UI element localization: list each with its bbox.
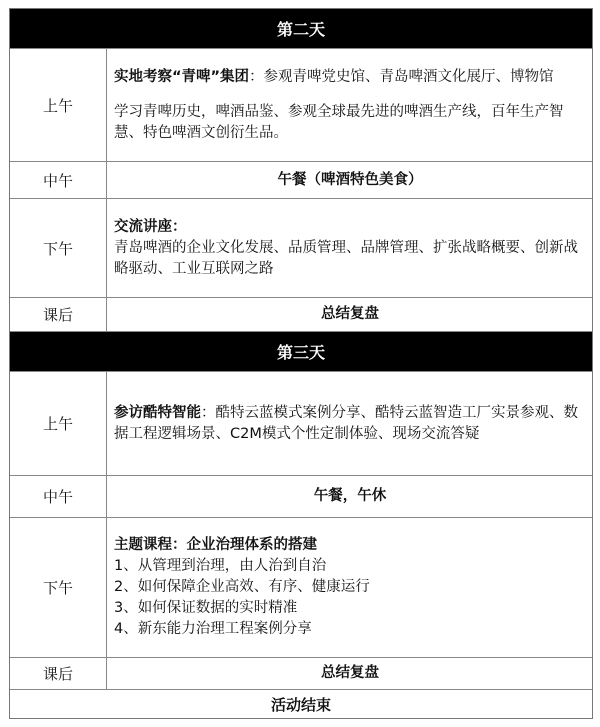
day3-after-text: 总结复盘 xyxy=(321,665,379,681)
day2-morning-label: 上午 xyxy=(10,49,107,161)
day2-morning-body: 学习青啤历史，啤酒品鉴、参观全球最先进的啤酒生产线，百年生产智慧、特色啤酒文创衍生品。 xyxy=(114,103,564,141)
day3-title: 第三天 xyxy=(276,343,325,362)
day3-afternoon-content xyxy=(106,518,592,657)
day2-afternoon-body: 青岛啤酒的企业文化发展、品质管理、品牌管理、扩张战略概要、创新战略驱动、工业互联网之路 xyxy=(114,239,578,277)
list-item: 2、如何保障企业高效、有序、健康运行 xyxy=(114,579,370,595)
day3-morning-label: 上午 xyxy=(10,372,107,475)
day3-afternoon-heading: 主题课程：企业治理体系的搭建 xyxy=(114,537,317,553)
day3-afternoon-label: 下午 xyxy=(10,518,107,657)
day3-noon-text: 午餐，午休 xyxy=(313,488,387,504)
list-item: 3、如何保证数据的实时精准 xyxy=(114,600,298,616)
day2-noon-row xyxy=(10,162,592,199)
day3-banner xyxy=(10,332,592,372)
end-text: 活动结束 xyxy=(270,695,331,714)
end-row xyxy=(10,690,592,718)
day3-after-label: 课后 xyxy=(10,658,107,689)
schedule-table xyxy=(9,8,593,719)
list-item: 1、从管理到治理，由人治到自治 xyxy=(114,558,327,574)
day3-morning-row xyxy=(10,372,592,476)
day2-afternoon-content xyxy=(106,199,592,297)
day2-title: 第二天 xyxy=(276,20,325,39)
list-item: 4、新东能力治理工程案例分享 xyxy=(114,621,312,637)
day2-after-label: 课后 xyxy=(10,298,107,331)
day3-morning-heading-rest: ：酷特云蓝模式案例分享、酷特云蓝智造工厂实景参观、数据工程逻辑场景、C2M模式个性定制体验、现场交流答疑 xyxy=(114,404,578,442)
day2-morning-content xyxy=(106,49,592,161)
day2-afternoon-heading: 交流讲座： xyxy=(114,218,187,235)
day2-morning-heading: 实地考察“青啤”集团 xyxy=(114,68,250,85)
day3-noon-label: 中午 xyxy=(10,476,107,517)
day3-noon-row xyxy=(10,476,592,518)
day2-noon-text: 午餐（啤酒特色美食） xyxy=(277,171,423,188)
day3-morning-heading: 参访酷特智能 xyxy=(114,404,201,421)
day2-banner xyxy=(10,9,592,49)
day3-after-row xyxy=(10,658,592,690)
day2-afternoon-label: 下午 xyxy=(10,199,107,297)
day2-after-text: 总结复盘 xyxy=(321,306,379,322)
day3-afternoon-row xyxy=(10,518,592,658)
day2-afternoon-row xyxy=(10,199,592,298)
day2-after-row xyxy=(10,298,592,332)
day2-morning-heading-rest: ：参观青啤党史馆、青岛啤酒文化展厅、博物馆 xyxy=(249,68,554,85)
day2-morning-row xyxy=(10,49,592,162)
day3-morning-content xyxy=(106,372,592,475)
day2-noon-label: 中午 xyxy=(10,162,107,198)
